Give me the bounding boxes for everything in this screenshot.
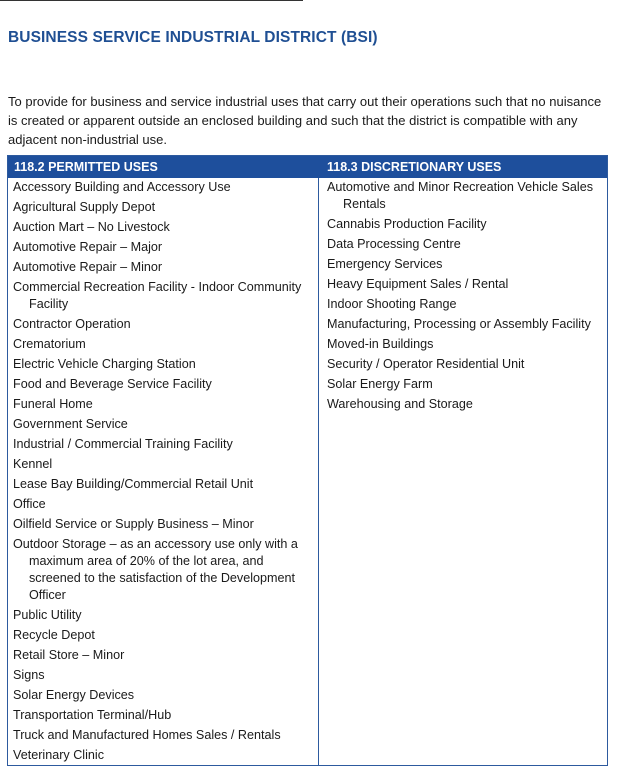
discretionary-use-item: Moved-in Buildings (327, 337, 434, 351)
permitted-uses-column (8, 178, 319, 765)
permitted-use-item: Truck and Manufactured Homes Sales / Rentals (13, 728, 281, 742)
permitted-use-item: Public Utility (13, 608, 82, 622)
permitted-use-item: Signs (13, 668, 45, 682)
uses-table (7, 155, 608, 766)
discretionary-use-item: Data Processing Centre (327, 237, 461, 251)
top-divider (0, 0, 303, 1)
discretionary-use-item: Automotive and Minor Recreation Vehicle Sales Rentals (327, 180, 594, 211)
discretionary-use-item: Cannabis Production Facility (327, 217, 487, 231)
permitted-use-item: Commercial Recreation Facility - Indoor Community Facility (13, 280, 302, 311)
permitted-uses-header: 118.2 PERMITTED USES (14, 160, 158, 174)
permitted-use-item: Contractor Operation (13, 317, 131, 331)
permitted-use-item: Retail Store – Minor (13, 648, 125, 662)
permitted-use-item: Accessory Building and Accessory Use (13, 180, 231, 194)
discretionary-use-item: Security / Operator Residential Unit (327, 357, 525, 371)
discretionary-uses-column (319, 178, 607, 765)
permitted-use-item: Lease Bay Building/Commercial Retail Unit (13, 477, 254, 491)
table-body (8, 178, 607, 765)
permitted-use-item: Auction Mart – No Livestock (13, 220, 170, 234)
permitted-use-item: Transportation Terminal/Hub (13, 708, 172, 722)
discretionary-use-item: Indoor Shooting Range (327, 297, 457, 311)
permitted-use-item: Oilfield Service or Supply Business – Minor (13, 517, 254, 531)
permitted-use-item: Solar Energy Devices (13, 688, 135, 702)
discretionary-uses-list (327, 179, 605, 413)
permitted-use-item: Automotive Repair – Major (13, 240, 163, 254)
discretionary-use-item: Manufacturing, Processing or Assembly Facility (327, 317, 591, 331)
permitted-use-item: Office (13, 497, 46, 511)
permitted-use-item: Veterinary Clinic (13, 748, 104, 762)
discretionary-use-item: Solar Energy Farm (327, 377, 433, 391)
table-header (8, 156, 607, 178)
permitted-uses-list (13, 179, 314, 764)
permitted-use-item: Industrial / Commercial Training Facility (13, 437, 233, 451)
permitted-use-item: Electric Vehicle Charging Station (13, 357, 196, 371)
permitted-use-item: Crematorium (13, 337, 86, 351)
permitted-use-item: Government Service (13, 417, 128, 431)
page-title: BUSINESS SERVICE INDUSTRIAL DISTRICT (BSI) (8, 29, 378, 46)
permitted-use-item: Food and Beverage Service Facility (13, 377, 212, 391)
permitted-use-item: Kennel (13, 457, 53, 471)
discretionary-uses-header: 118.3 DISCRETIONARY USES (327, 160, 502, 174)
discretionary-use-item: Emergency Services (327, 257, 443, 271)
permitted-use-item: Automotive Repair – Minor (13, 260, 163, 274)
permitted-use-item: Outdoor Storage – as an accessory use only with a maximum area of 20% of the lot area, and screened to the satisfaction of the Development Officer (13, 537, 298, 602)
permitted-use-item: Recycle Depot (13, 628, 95, 642)
permitted-use-item: Agricultural Supply Depot (13, 200, 156, 214)
discretionary-use-item: Heavy Equipment Sales / Rental (327, 277, 509, 291)
permitted-use-item: Funeral Home (13, 397, 93, 411)
discretionary-use-item: Warehousing and Storage (327, 397, 473, 411)
purpose-paragraph: To provide for business and service industrial uses that carry out their operations such that no nuisance is created or apparent outside an enclosed building and such that the district is compatible with any adjacent non-industrial use. (8, 94, 602, 147)
